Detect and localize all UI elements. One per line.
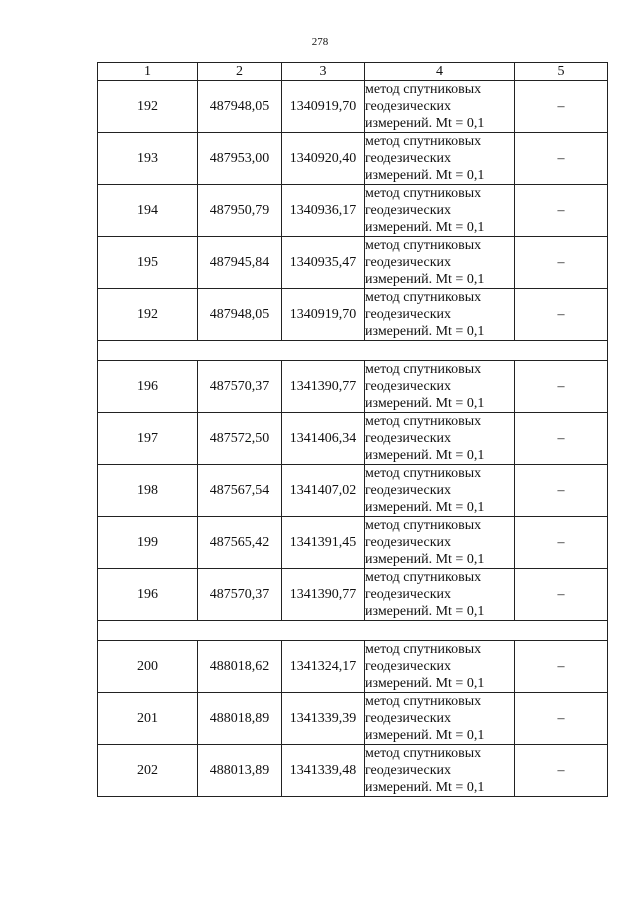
method-line: метод спутниковых [365, 466, 482, 481]
table-row [98, 745, 608, 797]
point-number-cell: 194 [98, 185, 198, 237]
table-row [98, 693, 608, 745]
separator-row [98, 621, 608, 641]
accuracy-cell: – [515, 693, 608, 745]
method-line: измерений. Mt = 0,1 [365, 552, 485, 567]
page-number: 278 [311, 36, 329, 48]
method-line: геодезических [365, 483, 452, 498]
method-line: геодезических [365, 151, 452, 166]
method-line: метод спутниковых [365, 570, 482, 585]
method-line: метод спутниковых [365, 694, 482, 709]
table-body [98, 81, 608, 797]
point-number-cell: 196 [98, 361, 198, 413]
accuracy-cell: – [515, 465, 608, 517]
coordinate-x-cell: 487948,05 [198, 81, 282, 133]
coordinate-y-cell: 1341339,48 [282, 745, 365, 797]
method-cell [365, 133, 515, 185]
method-line: метод спутниковых [365, 362, 482, 377]
accuracy-cell: – [515, 361, 608, 413]
method-line: геодезических [365, 763, 452, 778]
coordinate-y-cell: 1341406,34 [282, 413, 365, 465]
method-line: измерений. Mt = 0,1 [365, 116, 485, 131]
method-line: метод спутниковых [365, 290, 482, 305]
method-line: метод спутниковых [365, 82, 482, 97]
coordinate-x-cell: 487565,42 [198, 517, 282, 569]
method-cell [365, 641, 515, 693]
method-line: метод спутниковых [365, 642, 482, 657]
header-col-4: 4 [365, 63, 515, 81]
method-line: метод спутниковых [365, 518, 482, 533]
coordinate-y-cell: 1341390,77 [282, 361, 365, 413]
method-line: геодезических [365, 203, 452, 218]
method-cell [365, 569, 515, 621]
point-number-cell: 198 [98, 465, 198, 517]
method-line: метод спутниковых [365, 746, 482, 761]
coordinate-y-cell: 1340919,70 [282, 81, 365, 133]
header-col-2: 2 [198, 63, 282, 81]
accuracy-cell: – [515, 185, 608, 237]
coordinate-y-cell: 1341324,17 [282, 641, 365, 693]
accuracy-cell: – [515, 517, 608, 569]
coordinate-y-cell: 1340936,17 [282, 185, 365, 237]
method-cell [365, 693, 515, 745]
table-header-row [98, 63, 608, 81]
coordinate-x-cell: 488013,89 [198, 745, 282, 797]
coordinate-y-cell: 1340920,40 [282, 133, 365, 185]
accuracy-cell: – [515, 289, 608, 341]
coordinate-x-cell: 488018,62 [198, 641, 282, 693]
method-line: геодезических [365, 535, 452, 550]
method-line: измерений. Mt = 0,1 [365, 604, 485, 619]
header-col-5: 5 [515, 63, 608, 81]
point-number-cell: 196 [98, 569, 198, 621]
coordinate-x-cell: 487953,00 [198, 133, 282, 185]
method-line: геодезических [365, 255, 452, 270]
table-row [98, 641, 608, 693]
method-line: измерений. Mt = 0,1 [365, 168, 485, 183]
method-line: метод спутниковых [365, 134, 482, 149]
method-cell [365, 361, 515, 413]
table-row [98, 133, 608, 185]
point-number-cell: 195 [98, 237, 198, 289]
method-cell [365, 465, 515, 517]
table-row [98, 413, 608, 465]
table-row [98, 569, 608, 621]
table-row [98, 361, 608, 413]
table-row [98, 289, 608, 341]
coordinate-y-cell: 1341390,77 [282, 569, 365, 621]
method-line: метод спутниковых [365, 414, 482, 429]
accuracy-cell: – [515, 237, 608, 289]
accuracy-cell: – [515, 569, 608, 621]
method-line: геодезических [365, 587, 452, 602]
method-line: геодезических [365, 711, 452, 726]
method-line: измерений. Mt = 0,1 [365, 780, 485, 795]
point-number-cell: 202 [98, 745, 198, 797]
table-row [98, 465, 608, 517]
method-cell [365, 517, 515, 569]
coordinate-x-cell: 487570,37 [198, 569, 282, 621]
method-cell [365, 81, 515, 133]
method-cell [365, 413, 515, 465]
method-line: измерений. Mt = 0,1 [365, 272, 485, 287]
method-line: измерений. Mt = 0,1 [365, 396, 485, 411]
method-line: метод спутниковых [365, 186, 482, 201]
table-row [98, 237, 608, 289]
table-row [98, 517, 608, 569]
coordinate-x-cell: 487950,79 [198, 185, 282, 237]
coordinate-x-cell: 487945,84 [198, 237, 282, 289]
point-number-cell: 193 [98, 133, 198, 185]
point-number-cell: 200 [98, 641, 198, 693]
method-line: измерений. Mt = 0,1 [365, 500, 485, 515]
coordinate-x-cell: 487567,54 [198, 465, 282, 517]
method-line: геодезических [365, 379, 452, 394]
coordinate-y-cell: 1341407,02 [282, 465, 365, 517]
header-col-3: 3 [282, 63, 365, 81]
method-line: измерений. Mt = 0,1 [365, 324, 485, 339]
point-number-cell: 192 [98, 81, 198, 133]
coordinate-y-cell: 1341339,39 [282, 693, 365, 745]
accuracy-cell: – [515, 745, 608, 797]
method-line: измерений. Mt = 0,1 [365, 676, 485, 691]
method-cell [365, 745, 515, 797]
point-number-cell: 201 [98, 693, 198, 745]
point-number-cell: 192 [98, 289, 198, 341]
point-number-cell: 199 [98, 517, 198, 569]
method-cell [365, 185, 515, 237]
point-number-cell: 197 [98, 413, 198, 465]
coordinate-x-cell: 487570,37 [198, 361, 282, 413]
accuracy-cell: – [515, 81, 608, 133]
accuracy-cell: – [515, 133, 608, 185]
accuracy-cell: – [515, 641, 608, 693]
coordinates-table [97, 62, 608, 797]
accuracy-cell: – [515, 413, 608, 465]
coordinate-x-cell: 487572,50 [198, 413, 282, 465]
method-line: измерений. Mt = 0,1 [365, 728, 485, 743]
separator-row [98, 341, 608, 361]
coordinate-y-cell: 1341391,45 [282, 517, 365, 569]
coordinate-x-cell: 487948,05 [198, 289, 282, 341]
separator-cell [98, 341, 608, 361]
method-line: геодезических [365, 431, 452, 446]
method-cell [365, 237, 515, 289]
header-col-1: 1 [98, 63, 198, 81]
coordinate-y-cell: 1340935,47 [282, 237, 365, 289]
method-line: измерений. Mt = 0,1 [365, 448, 485, 463]
method-cell [365, 289, 515, 341]
method-line: геодезических [365, 659, 452, 674]
coordinate-x-cell: 488018,89 [198, 693, 282, 745]
table-row [98, 81, 608, 133]
table-row [98, 185, 608, 237]
method-line: геодезических [365, 99, 452, 114]
separator-cell [98, 621, 608, 641]
method-line: метод спутниковых [365, 238, 482, 253]
method-line: геодезических [365, 307, 452, 322]
method-line: измерений. Mt = 0,1 [365, 220, 485, 235]
coordinate-y-cell: 1340919,70 [282, 289, 365, 341]
